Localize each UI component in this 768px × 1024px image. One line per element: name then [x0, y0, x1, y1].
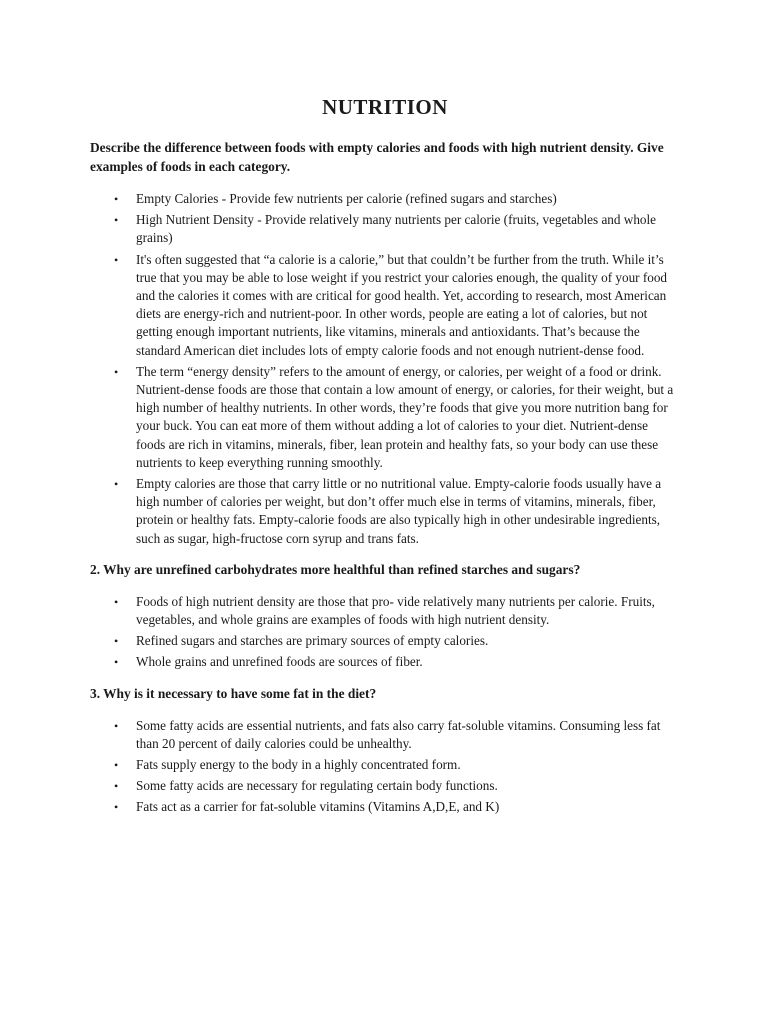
bullet-icon: • [114, 718, 119, 733]
list-item [90, 653, 680, 671]
list-item [90, 717, 680, 753]
bullet-icon: • [114, 252, 119, 267]
question-heading: 2. Why are unrefined carbohydrates more healthful than refined starches and sugars? [90, 561, 581, 577]
list-item [90, 251, 680, 360]
bullet-icon: • [114, 758, 119, 773]
bullet-list [90, 593, 680, 672]
list-item-text: It's often suggested that “a calorie is a calorie,” but that couldn’t be further from the truth. While it’s true that you may be able to lose weight if you restrict your calories enough, the quality of your food and the calories it comes with are critical for good health. Yet, according to research, most American diets are energy-rich and nutrient-poor. In other words, people are eating a lot of calories, but not getting enough important nutrients, like vitamins, minerals and antioxidants. That’s because the standard American diet includes lots of empty calorie foods and not enough nutrient-dense food. [136, 251, 668, 358]
bullet-list [90, 717, 680, 817]
section-empty-calories [90, 138, 680, 548]
section-fat-in-diet [90, 684, 680, 817]
document-page [90, 94, 680, 829]
list-item [90, 632, 680, 650]
question-heading: 3. Why is it necessary to have some fat in the diet? [90, 685, 377, 701]
bullet-icon: • [114, 364, 119, 379]
question-heading: Describe the difference between foods with empty calories and foods with high nutrient density. Give examples of foods in each category. [90, 140, 664, 174]
bullet-icon: • [114, 779, 119, 794]
bullet-icon: • [114, 192, 119, 206]
list-item-text: Some fatty acids are essential nutrients, and fats also carry fat-soluble vitamins. Consuming less fat than 20 percent of daily calories could be unhealthy. [136, 717, 661, 751]
list-item-text: The term “energy density” refers to the amount of energy, or calories, per weight of a food or drink. Nutrient-dense foods are those that contain a low amount of energy, or calories, for their weight, but a high number of healthy nutrients. In other words, they’re foods that give you more nutrition bang for your buck. You can eat more of them without adding a lot of calories to your diet. Nutrient-dense foods are rich in vitamins, minerals, fiber, lean protein and healthy fats, so your body can use these nutrients to keep everything running smoothly. [136, 363, 674, 470]
list-item-text: Fats supply energy to the body in a highly concentrated form. [136, 757, 461, 773]
list-item [90, 798, 680, 816]
bullet-icon: • [114, 477, 119, 492]
list-item-text: Empty Calories - Provide few nutrients per calorie (refined sugars and starches) [136, 191, 557, 206]
bullet-icon: • [114, 594, 119, 609]
list-item-text: Refined sugars and starches are primary sources of empty calories. [136, 633, 489, 649]
list-item [90, 593, 680, 629]
section-unrefined-carbohydrates [90, 560, 680, 672]
list-item [90, 475, 680, 548]
bullet-icon: • [114, 655, 119, 670]
bullet-icon: • [114, 213, 119, 228]
list-item-text: Empty calories are those that carry little or no nutritional value. Empty-calorie foods usually have a high number of calories per weight, but don’t offer much else in terms of vitamins, minerals, fiber, protein or healthy fats. Empty-calorie foods are also typically high in other undesirable ingredients, such as sugar, high-fructose corn syrup and trans fats. [136, 476, 662, 546]
bullet-list [90, 190, 680, 548]
list-item [90, 756, 680, 774]
bullet-icon: • [114, 800, 119, 815]
list-item-text: Foods of high nutrient density are those that pro- vide relatively many nutrients per calorie. Fruits, vegetables, and whole grains are examples of foods with high nutrient density. [136, 593, 655, 628]
list-item [90, 211, 680, 247]
list-item [90, 190, 680, 208]
bullet-icon: • [114, 634, 119, 649]
list-item [90, 363, 680, 472]
page-title: NUTRITION [322, 95, 448, 119]
list-item-text: Some fatty acids are necessary for regulating certain body functions. [136, 778, 498, 794]
list-item-text: Whole grains and unrefined foods are sources of fiber. [136, 654, 423, 670]
list-item-text: High Nutrient Density - Provide relatively many nutrients per calorie (fruits, vegetables and whole grains) [136, 212, 657, 246]
list-item [90, 777, 680, 795]
list-item-text: Fats act as a carrier for fat-soluble vitamins (Vitamins A,D,E, and K) [136, 799, 500, 815]
